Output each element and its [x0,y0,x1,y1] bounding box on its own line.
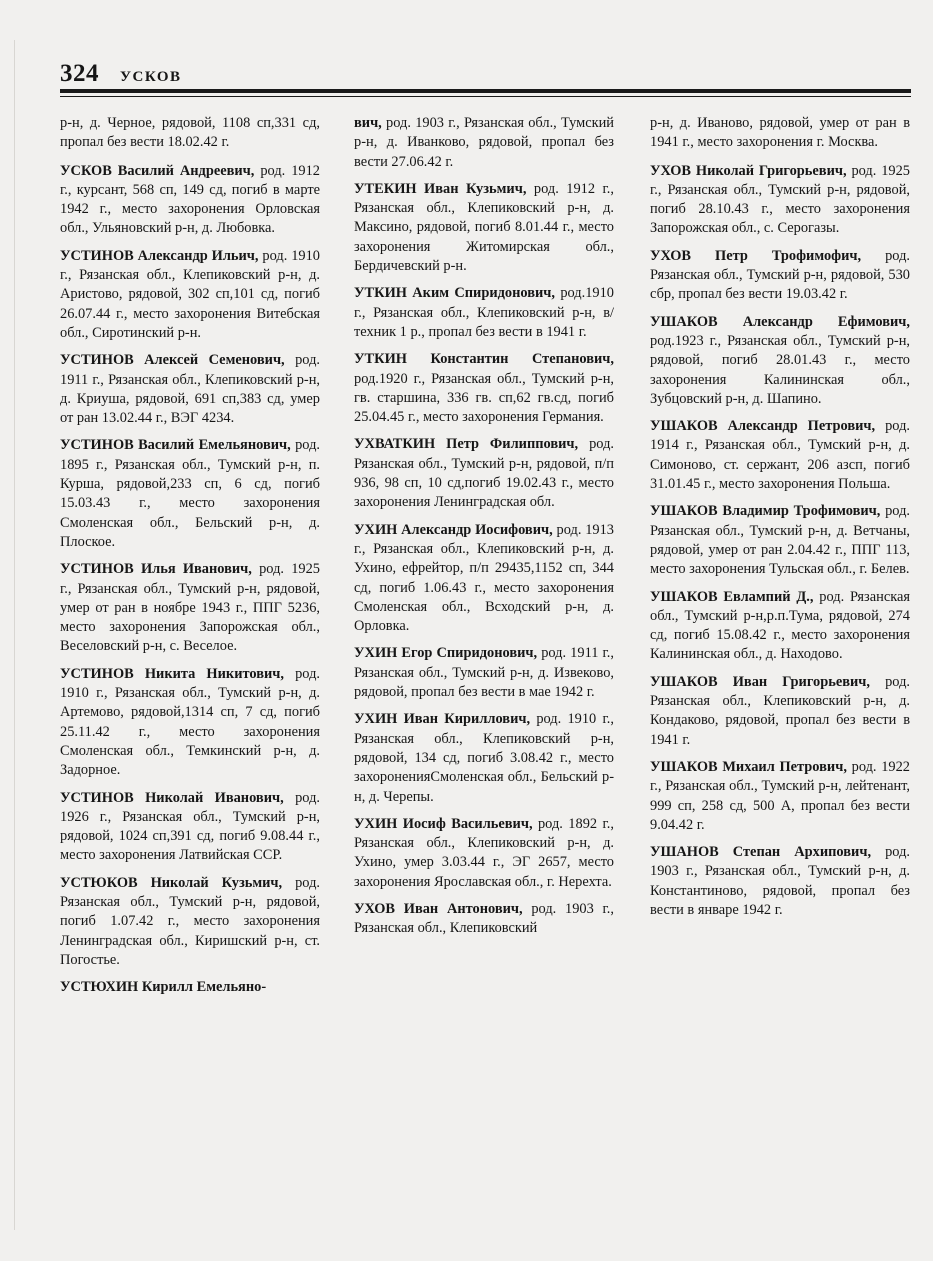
entry [60,436,320,552]
page-edge [14,40,15,1230]
entry-name: УСТИНОВ Николай Иванович, [60,789,284,806]
entry-text: род. 1911 г., Рязанская обл., Тумский р-н, д. Извеково, рядовой, пропал без вести в мае 1942 г. [354,645,614,701]
entry [650,247,910,305]
entry [650,673,910,750]
entry [354,521,614,637]
entry-text: род. 1912 г., курсант, 568 сп, 149 сд, погиб в марте 1942 г., место захоронения Орловская обл., Ульяновский р-н, д. Любовка. [60,162,320,237]
entry-text: род. 1922 г., Рязанская обл., Тумский р-н, лейтенант, 999 сп, 258 сд, 500 А, пропал без вести 9.04.42 г. [650,758,911,833]
entry-text: род. Рязанская обл., Тумский р-н, рядовой, погиб 1.07.42 г., место захоронения Ленинградская обл., Киришский р-н, ст. Погостье. [60,874,320,968]
entry-name: УСТИНОВ Илья Иванович, [60,561,252,578]
entry-name: УХОВ Иван Антонович, [354,900,523,917]
entry-text: род. Рязанская обл., Тумский р-н, рядовой, п/п 936, 98 сп, 10 сд,погиб 19.02.43 г., место захоронения Ленинградская обл. [354,436,614,511]
entry [354,435,614,512]
entry [354,114,614,172]
entry-name: УСТИНОВ Никита Никитович, [60,665,284,682]
entry [354,180,614,276]
entry-text: род.1920 г., Рязанская обл., Тумский р-н, гв. старшина, 336 гв. сп,62 гв.сд, погиб 25.04.45 г., место захоронения Германия. [354,370,614,426]
entry-name: УШАКОВ Михаил Петрович, [650,758,847,775]
entry-text: р-н, д. Иваново, рядовой, умер от ран в 1941 г., место захоронения г. Москва. [650,115,910,151]
entry [60,665,320,781]
entry-text: род. 1903 г., Рязанская обл., Клепиковский [354,900,614,937]
entry-text: род. Рязанская обл., Тумский р-н,р.п.Тума, рядовой, 274 сд, погиб 15.08.42 г., место захоронения Калининская обл., д. Находово. [650,588,910,663]
header-rule-thin [60,96,911,97]
entry-name: УСТИНОВ Александр Ильич, [60,247,259,264]
entry-text: род. 1903 г., Рязанская обл., Тумский р-н, д. Константиново, рядовой, пропал без вести в январе 1942 г. [650,844,910,918]
page-number: 324 [60,60,99,87]
entry [354,710,614,806]
entry-name: УШАКОВ Иван Григорьевич, [650,673,870,690]
entry [650,162,910,239]
entry [650,502,910,579]
entry-text: род. Рязанская обл., Тумский р-н, д. Ветчаны, рядовой, умер от ран 2.04.42 г., ППГ 113, место захоронения Тульская обл., г. Белев. [650,503,910,578]
entry [354,900,614,939]
entry-name: вич, [354,115,382,131]
entry-name: УСТЮХИН Кирилл Емельяно- [60,979,267,996]
entry-text: род. 1912 г., Рязанская обл., Клепиковский р-н, д. Максино, рядовой, погиб 8.01.44 г., место захоронения Житомирская обл., Бердичевский р-н. [354,180,614,275]
entry [60,978,320,997]
entry-name: УТКИН Аким Спиридонович, [354,285,556,302]
entry-name: УШАКОВ Евлампий Д., [650,588,814,605]
entry-text: род. 1913 г., Рязанская обл., Клепиковский р-н, д. Ухино, ефрейтор, п/п 29435,1152 сп, 344 сд, погиб 1.06.43 г., место захоронения Смоленская обл., Всходский р-н, д. Орловка. [354,521,615,635]
text-column-2 [354,114,614,947]
entry [354,815,614,892]
entry-text: род. Рязанская обл., Тумский р-н, рядовой, 530 сбр, пропал без вести 19.03.42 г. [650,247,910,303]
entry [60,874,320,970]
entry-text: род. 1911 г., Рязанская обл., Клепиковский р-н, д. Криуша, рядовой, 691 сп,383 сд, умер от ран 13.02.44 г., ВЭГ 4234. [60,352,320,427]
entry-name: УСТЮКОВ Николай Кузьмич, [60,874,283,891]
page-header [60,60,915,90]
entry-text: род.1910 г., Рязанская обл., Клепиковский р-н, в/техник 1 р., пропал без вести в 1941 г. [354,285,614,340]
entry-name: УХИН Александр Иосифович, [354,521,553,538]
entry-name: УШАКОВ Александр Петрович, [650,418,876,435]
entry [650,843,910,920]
entry-text: род. 1914 г., Рязанская обл., Тумский р-н, д. Симоново, ст. сержант, 206 азсп, погиб 31.01.45 г., место захоронения Польша. [650,418,910,493]
entry-name: УСТИНОВ Алексей Семенович, [60,352,285,369]
entry-name: УШАКОВ Владимир Трофимович, [650,503,881,520]
entry-name: УХИН Иван Кириллович, [354,711,531,728]
entry [650,114,910,153]
entry-name: УХИН Егор Спиридонович, [354,645,538,662]
text-column-1 [60,114,320,1005]
entry-name: УХВАТКИН Петр Филиппович, [354,436,579,453]
header-rule-thick [60,89,911,93]
entry-name: УШАКОВ Александр Ефимович, [650,313,910,330]
entry-text: род. 1910 г., Рязанская обл., Клепиковский р-н, д. Аристово, рядовой, 302 сп,101 сд, погиб 26.07.44 г., место захоронения Витебская обл., Сиротинский р-н. [60,247,320,341]
entry-text: род. 1925 г., Рязанская обл., Тумский р-н, рядовой, погиб 28.10.43 г., место захоронения Запорожская обл., с. Серогазы. [650,162,910,237]
entry-name: УХОВ Николай Григорьевич, [650,162,847,179]
entry-name: УТКИН Константин Степанович, [354,351,614,368]
entry [60,247,320,343]
entry-name: УТЕКИН Иван Кузьмич, [354,180,527,197]
entry-name: УХИН Иосиф Васильевич, [354,815,533,832]
entry-name: УШАНОВ Степан Архипович, [650,844,872,861]
entry-text: род. 1926 г., Рязанская обл., Тумский р-н, рядовой, 1024 сп,391 сд, погиб 9.08.44 г., место захоронения Латвийская ССР. [60,789,320,864]
entry [650,758,910,835]
entry-text: род. 1892 г., Рязанская обл., Клепиковский р-н, д. Ухино, умер 3.03.44 г., ЭГ 2657, место захоронения Ярославская обл., г. Нерехта. [354,815,614,890]
entry [60,351,320,428]
entry-text: род. 1925 г., Рязанская обл., Тумский р-н, рядовой, умер от ран в ноябре 1943 г., ППГ 5236, место захоронения Запорожская обл., Веселовский р-н, с. Веселое. [60,561,320,655]
running-head: УСКОВ [120,69,182,85]
entry [354,284,614,342]
entry [60,162,320,239]
entry-text: род. 1910 г., Рязанская обл., Тумский р-н, д. Артемово, рядовой,1314 сп, 7 сд, погиб 25.11.42 г., место захоронения Смоленская обл., Темкинский р-н, д. Задорное. [60,665,320,779]
text-column-3 [650,114,910,928]
entry [60,560,320,656]
entry [650,313,910,409]
entry [650,417,910,494]
entry-name: УСТИНОВ Василий Емельянович, [60,437,291,454]
entry-text: род. 1910 г., Рязанская обл., Клепиковский р-н, рядовой, 134 сд, погиб 3.08.42 г., место захороненияСмоленская обл., Бельский р-н, д. Черепы. [354,711,614,805]
entry [60,789,320,866]
entry [354,350,614,427]
entry-name: УСКОВ Василий Андреевич, [60,162,255,179]
entry [650,588,910,665]
entry [60,114,320,153]
entry-text: род.1923 г., Рязанская обл., Тумский р-н, рядовой, погиб 28.01.43 г., место захоронения Калининская обл., Зубцовский р-н, д. Шапино. [650,332,910,407]
entry-text: род. 1903 г., Рязанская обл., Тумский р-н, д. Иванково, рядовой, пропал без вести 27.06.42 г. [354,115,614,170]
entry-name: УХОВ Петр Трофимофич, [650,247,862,264]
entry-text: род. Рязанская обл., Клепиковский р-н, д. Кондаково, рядовой, пропал без вести в 1941 г. [650,673,911,748]
entry-text: р-н, д. Черное, рядовой, 1108 сп,331 сд, пропал без вести 18.02.42 г. [60,115,320,151]
entry-text: род. 1895 г., Рязанская обл., Тумский р-н, п. Курша, рядовой,233 сп, 6 сд, погиб 15.03.43 г., место захоронения Смоленская обл., Бельский р-н, д. Плоское. [60,437,321,550]
entry [354,644,614,702]
